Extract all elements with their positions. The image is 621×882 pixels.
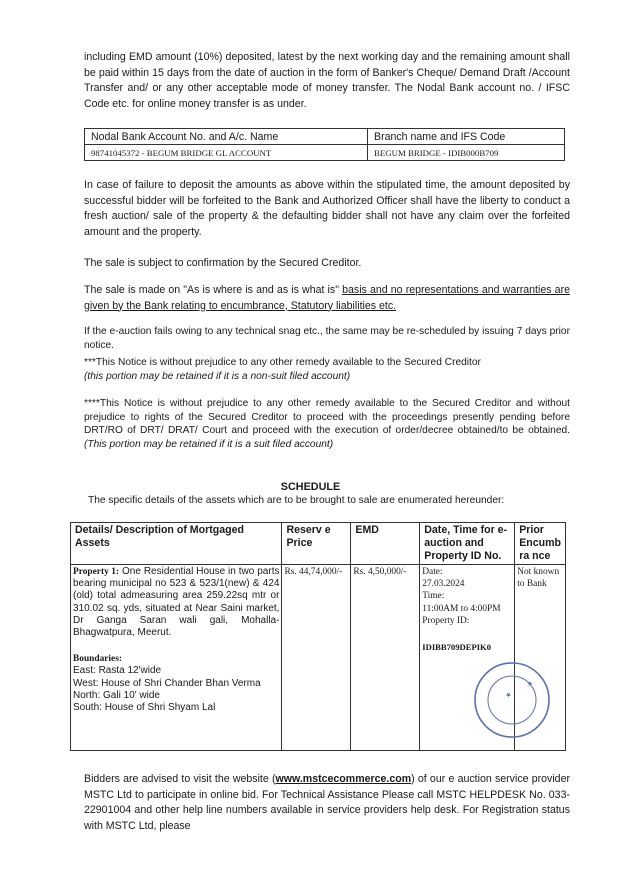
nonsuit-notice-text: ***This Notice is without prejudice to any other remedy available to the Secured Creditor (84, 357, 481, 368)
nodal-account-table (84, 128, 565, 161)
property-text: One Residential House in two parts bearing municipal no 523 & 523/1(new) & 424 (old) total admeasuring area 259.22sq mtr or 310.02 sq. yds, situated at Near Saini market, Dr Ganga Saran wali gali, Mohalla-Bhagwatpura, Meerut. (73, 566, 280, 639)
bidders-text-before: Bidders are advised to visit the website ( (84, 773, 276, 785)
header-description: Details/ Description of Mortgaged Assets (71, 523, 282, 565)
intro-paragraph: including EMD amount (10%) deposited, latest by the next working day and the remaining amount shall be paid within 15 days from the date of auction in the form of Banker's Cheque/ Demand Draft /Account Transfer and/ or any other acceptable mode of money transfer. The Nodal Bank account no. / IFSC Code etc. for online money transfer is as under. (84, 51, 570, 110)
property-label: Property 1: (73, 567, 120, 577)
bidders-paragraph (84, 772, 570, 834)
date-value: 27.03.2024 (422, 579, 465, 590)
svg-text:★: ★ (526, 680, 534, 688)
time-value: 11:00AM to 4:00PM (422, 603, 501, 614)
schedule-intro: The specific details of the assets which are to be brought to sale are enumerated hereunder: (88, 495, 505, 506)
boundary-south: South: House of Shri Shyam Lal (73, 702, 216, 714)
header-reserve-price: Reserv e Price (282, 523, 351, 565)
emd-value: Rs. 4,50,000/- (351, 565, 420, 751)
as-is-text: The sale is made on "As is where is and as is what is" (84, 284, 343, 296)
boundary-north: North: Gali 10' wide (73, 689, 160, 701)
svg-text:★: ★ (503, 690, 514, 701)
property-description-cell (71, 565, 282, 751)
schedule-title: SCHEDULE (280, 481, 341, 493)
nodal-header-account: Nodal Bank Account No. and A/c. Name (85, 129, 368, 145)
boundary-east: East: Rasta 12'wide (73, 665, 162, 677)
nodal-branch-value: BEGUM BRIDGE - IDIB000B709 (368, 145, 565, 161)
header-date-time: Date, Time for e-auction and Property ID No. (420, 523, 515, 565)
reserve-price-value: Rs. 44,74,000/- (282, 565, 351, 751)
boundary-west: West: House of Shri Chander Bhan Verma (73, 677, 261, 689)
property-id-value: IDIBB709DEPIK0 (422, 642, 492, 653)
bank-seal-stamp (472, 660, 552, 740)
nodal-header-branch: Branch name and IFS Code (368, 129, 565, 145)
table-header-row (71, 523, 566, 565)
as-is-underlined-text: basis and no representations and warranties are given by the Bank relating to encumbrance, Statutory liabilities etc. (84, 284, 570, 312)
nonsuit-notice-italic: (this portion may be retained if it is a non-suit filed account) (84, 370, 351, 382)
as-is-paragraph (84, 283, 570, 314)
reschedule-paragraph: If the e-auction fails owing to any technical snag etc., the same may be re-scheduled by issuing 7 days prior notice. (84, 326, 570, 351)
suit-notice (84, 397, 570, 451)
mstc-website-link[interactable]: www.mstcecommerce.com (275, 773, 412, 785)
nonsuit-notice (84, 356, 570, 383)
suit-notice-text: ****This Notice is without prejudice to any other remedy available to the Secured Creditor and without prejudice to rights of the Secured Creditor to proceed with the proceedings presently pending before DRT/RO of DRT/ DRAT/ Court and proceed with the execution of order/decree obtained/to be obtained. (84, 398, 570, 436)
failure-paragraph: In case of failure to deposit the amounts as above within the stipulated time, the amount deposited by successful bidder will be forfeited to the Bank and Authorized Officer shall have the liberty to conduct a fresh auction/ sale of the property & the defaulting bidder shall not have any claim over the forfeited amount and the property. (84, 179, 570, 238)
property-description (73, 566, 279, 639)
table-row (85, 129, 565, 145)
property-id-label: Property ID: (422, 615, 470, 626)
boundaries-label: Boundaries: (73, 654, 122, 665)
encumbrance-value: Not known to Bank (515, 565, 566, 751)
table-row (85, 145, 565, 161)
confirmation-paragraph: The sale is subject to confirmation by the Secured Creditor. (84, 257, 362, 269)
time-label: Time: (422, 591, 445, 602)
bidders-text-after: ) of our e auction service provider MSTC Ltd to participate in online bid. For Technical Assistance Please call MSTC HELPDESK No. 033-22901004 and other help line numbers available in service providers help desk. For Registration status with MSTC Ltd, please (84, 773, 570, 832)
header-encumbrance: Prior Encumb ra nce (515, 523, 566, 565)
header-emd: EMD (351, 523, 420, 565)
date-label: Date: (422, 567, 443, 577)
nodal-account-value: 98741045372 - BEGUM BRIDGE GL ACCOUNT (85, 145, 368, 161)
suit-notice-italic: (This portion may be retained if it is a suit filed account) (84, 438, 334, 450)
